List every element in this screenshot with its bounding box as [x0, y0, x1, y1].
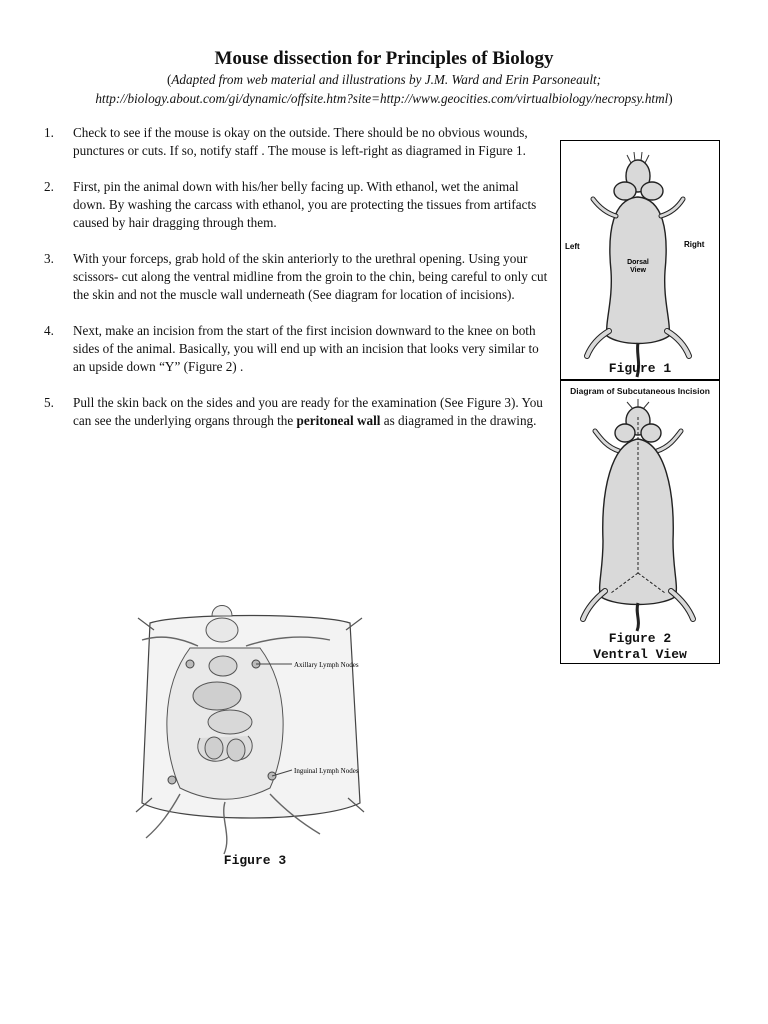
step-item: [44, 250, 552, 304]
credit-url: http://biology.about.com/gi/dynamic/offsite.htm?site=http://www.geocities.com/virtualbiology/necropsy.html: [95, 91, 669, 106]
page-title: Mouse dissection for Principles of Biology: [214, 48, 554, 69]
step-text: Check to see if the mouse is okay on the outside. There should be no obvious wounds, punctures or cuts. If so, notify staff . The mouse is left-right as diagramed in Figure 1.: [73, 125, 528, 158]
step-number: 1.: [44, 125, 54, 140]
figure-1-box: [560, 140, 720, 380]
credit-text: Adapted from web material and illustrations by J.M. Ward and Erin Parsoneault;: [171, 72, 602, 87]
figure-1-right-label: Right: [684, 240, 705, 249]
step-text: First, pin the animal down with his/her belly facing up. With ethanol, wet the animal down. By washing the carcass with ethanol, you are protecting the tissues from artifacts caused by hair dragging through them.: [73, 179, 537, 230]
figure-2-heading: Diagram of Subcutaneous Incision: [570, 386, 710, 396]
source-credit: [0, 70, 768, 108]
step-number: 4.: [44, 323, 54, 338]
step-text: Next, make an incision from the start of the first incision downward to the knee on both sides of the animal. Basically, you will end up with an incision that looks very similar to an upside down “Y” (Figure 2) .: [73, 323, 539, 374]
peritoneal-wall-term: peritoneal wall: [296, 413, 381, 428]
step-number: 3.: [44, 251, 54, 266]
step-text: With your forceps, grab hold of the skin anteriorly to the urethral opening. Using your scissors- cut along the ventral midline from the groin to the chin, being careful to only cut the skin and not the muscle wall underneath (See diagram for location of incisions).: [73, 251, 548, 302]
step-number: 5.: [44, 395, 54, 410]
figure-3-caption: Figure 3: [223, 853, 287, 868]
figure-1-view-label-1: Dorsal: [627, 259, 649, 266]
step-item: [44, 322, 552, 376]
mouse-ventral-illustration: [561, 381, 719, 663]
step-item: [44, 394, 552, 430]
step-item: [44, 124, 552, 160]
figure-1-caption: Figure 1: [608, 361, 672, 376]
step-number: 2.: [44, 179, 54, 194]
figure-2-box: [560, 380, 720, 664]
credit-close-paren: ): [668, 91, 673, 106]
step-text-part: as diagramed in the drawing.: [380, 413, 537, 428]
step-text: [73, 395, 543, 428]
step-item: [44, 178, 552, 232]
axillary-lymph-nodes-label: Axillary Lymph Nodes: [294, 661, 359, 669]
figure-2-subcaption: Ventral View: [593, 647, 687, 662]
mouse-dissected-illustration: [120, 598, 400, 858]
figure-1-left-label: Left: [565, 242, 580, 251]
dissection-steps: [44, 124, 552, 448]
figure-2-caption: Figure 2: [608, 631, 672, 646]
figure-1-view-label-2: View: [630, 267, 646, 274]
mouse-dorsal-illustration: [561, 141, 719, 379]
step-text-part: Pull the skin back on the sides and you are ready for the examination (See Figure 3). You can see the underlying organs through the: [73, 395, 543, 428]
credit-open-paren: (: [166, 72, 172, 87]
inguinal-lymph-nodes-label: Inguinal Lymph Nodes: [294, 767, 359, 775]
